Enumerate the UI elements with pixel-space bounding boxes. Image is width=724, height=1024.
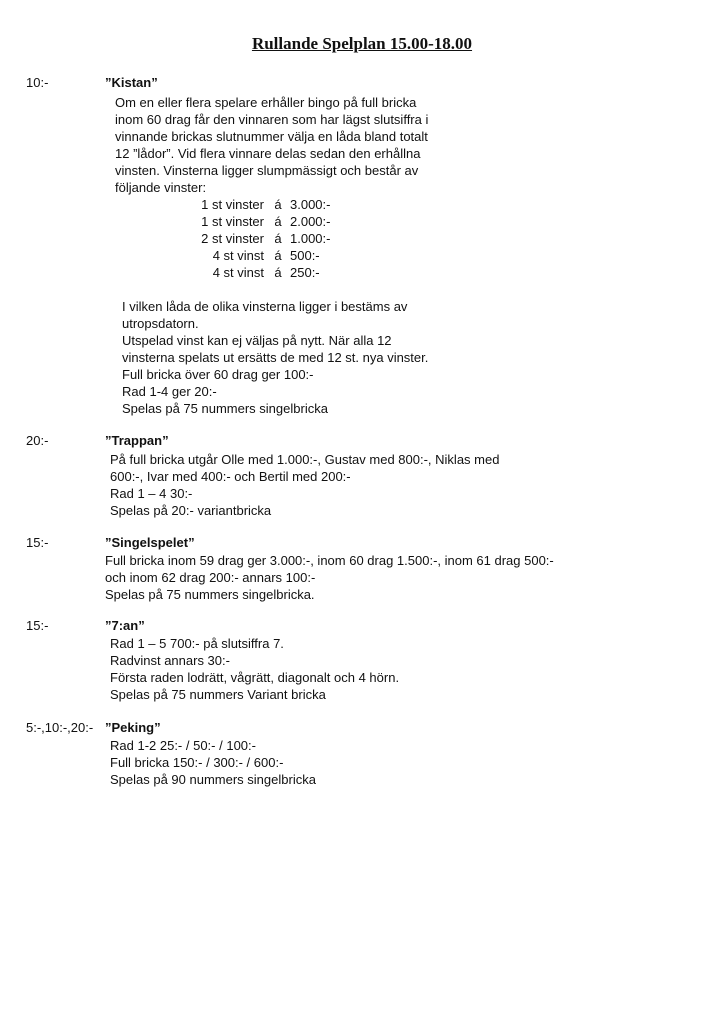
game-name: ”Trappan” xyxy=(105,433,169,448)
prize-row xyxy=(186,247,330,264)
rule-line: Full bricka inom 59 drag ger 3.000:-, inom 60 drag 1.500:-, inom 61 drag 500:- xyxy=(105,553,554,568)
game-description xyxy=(115,94,428,196)
rule-line: I vilken låda de olika vinsterna ligger i bestäms av xyxy=(122,299,408,314)
rule-line: Spelas på 75 nummers singelbricka. xyxy=(105,587,315,602)
prize-quantity: 1 st vinster xyxy=(201,197,264,212)
prize-amount: 1.000:- xyxy=(290,231,331,246)
prize-each: á xyxy=(274,231,282,246)
prize-each: á xyxy=(274,265,282,280)
prize-row xyxy=(186,230,330,247)
rule-line: Full bricka 150:- / 300:- / 600:- xyxy=(110,755,284,770)
page-title: Rullande Spelplan 15.00-18.00 xyxy=(251,34,473,53)
game-name: ”Singelspelet” xyxy=(105,535,195,550)
prize-quantity: 2 st vinster xyxy=(201,231,264,246)
description-line: vinnande brickas slutnummer välja en låda bland totalt xyxy=(115,129,428,144)
rule-line: och inom 62 drag 200:- annars 100:- xyxy=(105,570,316,585)
prize-quantity: 1 st vinster xyxy=(201,214,264,229)
description-line: följande vinster: xyxy=(115,180,207,195)
description-line: vinsten. Vinsterna ligger slumpmässigt och består av xyxy=(115,163,419,178)
game-rules xyxy=(122,298,428,417)
prize-each: á xyxy=(274,197,282,212)
game-rules xyxy=(105,552,554,603)
rule-line: 600:-, Ivar med 400:- och Bertil med 200:- xyxy=(110,469,351,484)
description-line: inom 60 drag får den vinnaren som har lägst slutsiffra i xyxy=(115,112,429,127)
prize-quantity: 4 st vinst xyxy=(212,265,264,280)
rule-line: Rad 1 – 4 30:- xyxy=(110,486,193,501)
rule-line: Spelas på 75 nummers Variant bricka xyxy=(110,687,326,702)
prize-each: á xyxy=(274,248,282,263)
prize-each: á xyxy=(274,214,282,229)
rule-line: Rad 1 – 5 700:- på slutsiffra 7. xyxy=(110,636,284,651)
rule-line: Spelas på 20:- variantbricka xyxy=(110,503,272,518)
rule-line: vinsterna spelats ut ersätts de med 12 st. nya vinster. xyxy=(122,350,429,365)
prize-amount: 2.000:- xyxy=(290,214,331,229)
game-price: 15:- xyxy=(26,535,49,550)
description-line: 12 ”lådor”. Vid flera vinnare delas sedan den erhållna xyxy=(115,146,421,161)
description-line: Om en eller flera spelare erhåller bingo på full bricka xyxy=(115,95,417,110)
rule-line: På full bricka utgår Olle med 1.000:-, Gustav med 800:-, Niklas med xyxy=(110,452,500,467)
game-name: ”Peking” xyxy=(105,720,161,735)
prize-row xyxy=(186,196,330,213)
rule-line: utropsdatorn. xyxy=(122,316,199,331)
rule-line: Utspelad vinst kan ej väljas på nytt. När alla 12 xyxy=(122,333,392,348)
prize-row xyxy=(186,213,330,230)
game-price: 15:- xyxy=(26,618,49,633)
prize-quantity: 4 st vinst xyxy=(212,248,264,263)
rule-line: Radvinst annars 30:- xyxy=(110,653,230,668)
rule-line: Första raden lodrätt, vågrätt, diagonalt och 4 hörn. xyxy=(110,670,400,685)
prize-amount: 3.000:- xyxy=(290,197,331,212)
rule-line: Rad 1-4 ger 20:- xyxy=(122,384,217,399)
game-rules xyxy=(110,635,399,703)
prize-amount: 250:- xyxy=(290,265,320,280)
rule-line: Spelas på 90 nummers singelbricka xyxy=(110,772,316,787)
prize-amount: 500:- xyxy=(290,248,320,263)
game-name: ”7:an” xyxy=(105,618,145,633)
rule-line: Rad 1-2 25:- / 50:- / 100:- xyxy=(110,738,256,753)
rule-line: Spelas på 75 nummers singelbricka xyxy=(122,401,328,416)
prize-list xyxy=(186,196,330,281)
game-price: 10:- xyxy=(26,75,49,90)
prize-row xyxy=(186,264,330,281)
game-rules xyxy=(110,737,316,788)
game-price: 5:-,10:-,20:- xyxy=(26,720,94,735)
game-name: ”Kistan” xyxy=(105,75,158,90)
game-price: 20:- xyxy=(26,433,49,448)
game-rules xyxy=(110,451,499,519)
rule-line: Full bricka över 60 drag ger 100:- xyxy=(122,367,314,382)
